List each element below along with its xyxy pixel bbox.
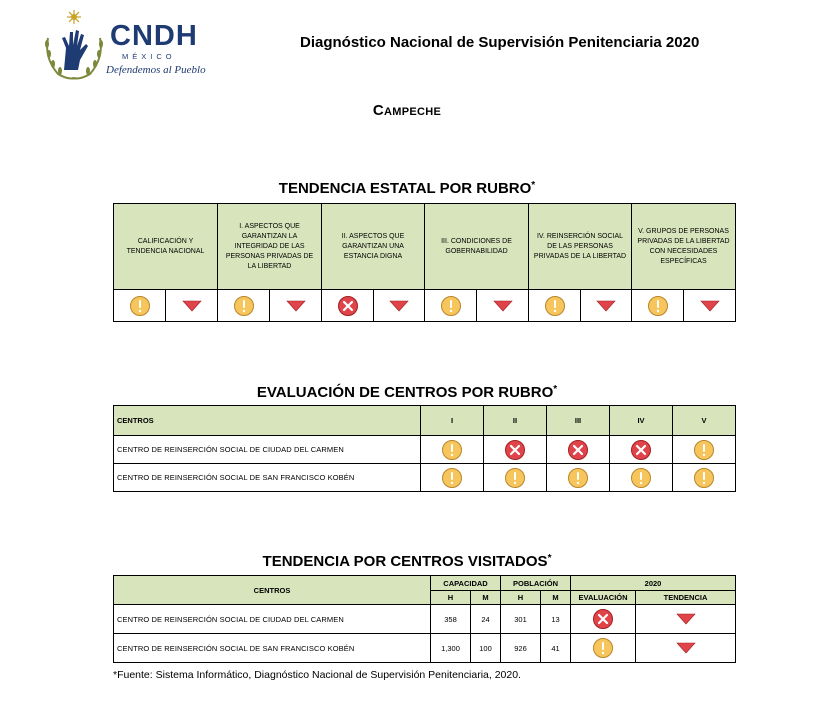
header-rubro: V bbox=[673, 406, 736, 436]
footnote-asterisk: * bbox=[531, 180, 536, 191]
rubro-trend-cell bbox=[684, 290, 736, 322]
rubro-evaluation-cell bbox=[547, 464, 610, 492]
warning-icon bbox=[504, 467, 526, 489]
rubro-evaluation-cell bbox=[529, 290, 581, 322]
rubro-evaluation-cell bbox=[322, 290, 374, 322]
rubro-evaluation-cell bbox=[610, 464, 673, 492]
header-rubro: III bbox=[547, 406, 610, 436]
rubro-trend-cell bbox=[477, 290, 529, 322]
header-capacidad: CAPACIDAD bbox=[431, 576, 501, 591]
state-title: Campeche bbox=[372, 102, 442, 119]
trend-down-icon bbox=[700, 300, 720, 312]
trend-down-icon bbox=[286, 300, 306, 312]
warning-icon bbox=[440, 295, 462, 317]
subheader-pob-h: H bbox=[501, 591, 541, 605]
tendencia-estatal-table bbox=[113, 203, 736, 322]
rubro-trend-cell bbox=[166, 290, 218, 322]
logo-tagline: Defendemos al Pueblo bbox=[106, 64, 206, 76]
rubro-header: CALIFICACIÓN Y TENDENCIA NACIONAL bbox=[114, 204, 218, 290]
trend-down-icon bbox=[676, 613, 696, 625]
subheader-evaluacion: EVALUACIÓN bbox=[571, 591, 636, 605]
rubro-trend-cell bbox=[374, 290, 425, 322]
tendencia-cell bbox=[636, 634, 736, 663]
capacidad-h: 358 bbox=[431, 605, 471, 634]
header-centros: CENTROS bbox=[114, 406, 421, 436]
poblacion-m: 41 bbox=[541, 634, 571, 663]
fail-icon bbox=[630, 439, 652, 461]
fail-icon bbox=[567, 439, 589, 461]
table-row bbox=[114, 436, 736, 464]
subheader-tendencia: TENDENCIA bbox=[636, 591, 736, 605]
warning-icon bbox=[129, 295, 151, 317]
centro-name: CENTRO DE REINSERCIÓN SOCIAL DE CIUDAD DEL CARMEN bbox=[114, 605, 431, 634]
warning-icon bbox=[233, 295, 255, 317]
section-title-evaluacion-centros bbox=[0, 384, 814, 401]
rubro-trend-cell bbox=[270, 290, 322, 322]
footnote-asterisk: * bbox=[553, 384, 558, 395]
table-row bbox=[114, 605, 736, 634]
fail-icon bbox=[504, 439, 526, 461]
header-rubro: I bbox=[421, 406, 484, 436]
trend-down-icon bbox=[493, 300, 513, 312]
subheader-cap-h: H bbox=[431, 591, 471, 605]
rubro-header: III. CONDICIONES DE GOBERNABILIDAD bbox=[425, 204, 529, 290]
fail-icon bbox=[592, 608, 614, 630]
warning-icon bbox=[544, 295, 566, 317]
rubro-evaluation-cell bbox=[484, 436, 547, 464]
footnote-asterisk: * bbox=[547, 553, 552, 564]
header-poblacion: POBLACIÓN bbox=[501, 576, 571, 591]
rubro-evaluation-cell bbox=[610, 436, 673, 464]
evaluacion-cell bbox=[571, 634, 636, 663]
trend-down-icon bbox=[389, 300, 409, 312]
header-rubro: II bbox=[484, 406, 547, 436]
capacidad-m: 24 bbox=[471, 605, 501, 634]
rubro-evaluation-cell bbox=[114, 290, 166, 322]
centro-name: CENTRO DE REINSERCIÓN SOCIAL DE SAN FRANCISCO KOBÉN bbox=[114, 464, 421, 492]
poblacion-h: 301 bbox=[501, 605, 541, 634]
rubro-evaluation-cell bbox=[547, 436, 610, 464]
capacidad-m: 100 bbox=[471, 634, 501, 663]
warning-icon bbox=[647, 295, 669, 317]
capacidad-h: 1,300 bbox=[431, 634, 471, 663]
table-row bbox=[114, 464, 736, 492]
cndh-logo bbox=[40, 8, 220, 88]
warning-icon bbox=[693, 439, 715, 461]
document-title: Diagnóstico Nacional de Supervisión Penitenciaria 2020 bbox=[300, 34, 700, 51]
source-footnote: *Fuente: Sistema Informático, Diagnóstico Nacional de Supervisión Penitenciaria, 2020. bbox=[113, 669, 521, 681]
evaluacion-cell bbox=[571, 605, 636, 634]
rubro-header: II. ASPECTOS QUE GARANTIZAN UNA ESTANCIA DIGNA bbox=[322, 204, 425, 290]
tendencia-centros-table bbox=[113, 575, 736, 663]
warning-icon bbox=[441, 467, 463, 489]
warning-icon bbox=[441, 439, 463, 461]
section-title-text: TENDENCIA ESTATAL POR RUBRO bbox=[278, 180, 532, 197]
trend-down-icon bbox=[182, 300, 202, 312]
section-title-text: TENDENCIA POR CENTROS VISITADOS bbox=[262, 553, 548, 570]
tendencia-cell bbox=[636, 605, 736, 634]
trend-down-icon bbox=[596, 300, 616, 312]
section-title-tendencia-centros bbox=[0, 553, 814, 570]
rubro-evaluation-cell bbox=[484, 464, 547, 492]
evaluacion-centros-table bbox=[113, 405, 736, 492]
warning-icon bbox=[592, 637, 614, 659]
rubro-header: I. ASPECTOS QUE GARANTIZAN LA INTEGRIDAD DE LAS PERSONAS PRIVADAS DE LA LIBERTAD bbox=[218, 204, 322, 290]
rubro-evaluation-cell bbox=[218, 290, 270, 322]
rubro-evaluation-cell bbox=[421, 464, 484, 492]
poblacion-m: 13 bbox=[541, 605, 571, 634]
centro-name: CENTRO DE REINSERCIÓN SOCIAL DE CIUDAD DEL CARMEN bbox=[114, 436, 421, 464]
section-title-tendencia-estatal bbox=[0, 180, 814, 197]
warning-icon bbox=[693, 467, 715, 489]
warning-icon bbox=[630, 467, 652, 489]
centro-name: CENTRO DE REINSERCIÓN SOCIAL DE SAN FRANCISCO KOBÉN bbox=[114, 634, 431, 663]
section-title-text: EVALUACIÓN DE CENTROS POR RUBRO bbox=[256, 384, 554, 401]
subheader-pob-m: M bbox=[541, 591, 571, 605]
subheader-cap-m: M bbox=[471, 591, 501, 605]
table-row bbox=[114, 634, 736, 663]
warning-icon bbox=[567, 467, 589, 489]
header-centros: CENTROS bbox=[114, 576, 431, 605]
logo-country: MÉXICO bbox=[122, 52, 176, 61]
rubro-trend-cell bbox=[581, 290, 632, 322]
rubro-evaluation-cell bbox=[425, 290, 477, 322]
rubro-header: V. GRUPOS DE PERSONAS PRIVADAS DE LA LIBERTAD CON NECESIDADES ESPECÍFICAS bbox=[632, 204, 736, 290]
header-year: 2020 bbox=[571, 576, 736, 591]
fail-icon bbox=[337, 295, 359, 317]
rubro-evaluation-cell bbox=[421, 436, 484, 464]
trend-down-icon bbox=[676, 642, 696, 654]
rubro-header: IV. REINSERCIÓN SOCIAL DE LAS PERSONAS PRIVADAS DE LA LIBERTAD bbox=[529, 204, 632, 290]
rubro-evaluation-cell bbox=[673, 436, 736, 464]
rubro-evaluation-cell bbox=[632, 290, 684, 322]
poblacion-h: 926 bbox=[501, 634, 541, 663]
rubro-evaluation-cell bbox=[673, 464, 736, 492]
logo-text: CNDH bbox=[110, 20, 198, 52]
header-rubro: IV bbox=[610, 406, 673, 436]
